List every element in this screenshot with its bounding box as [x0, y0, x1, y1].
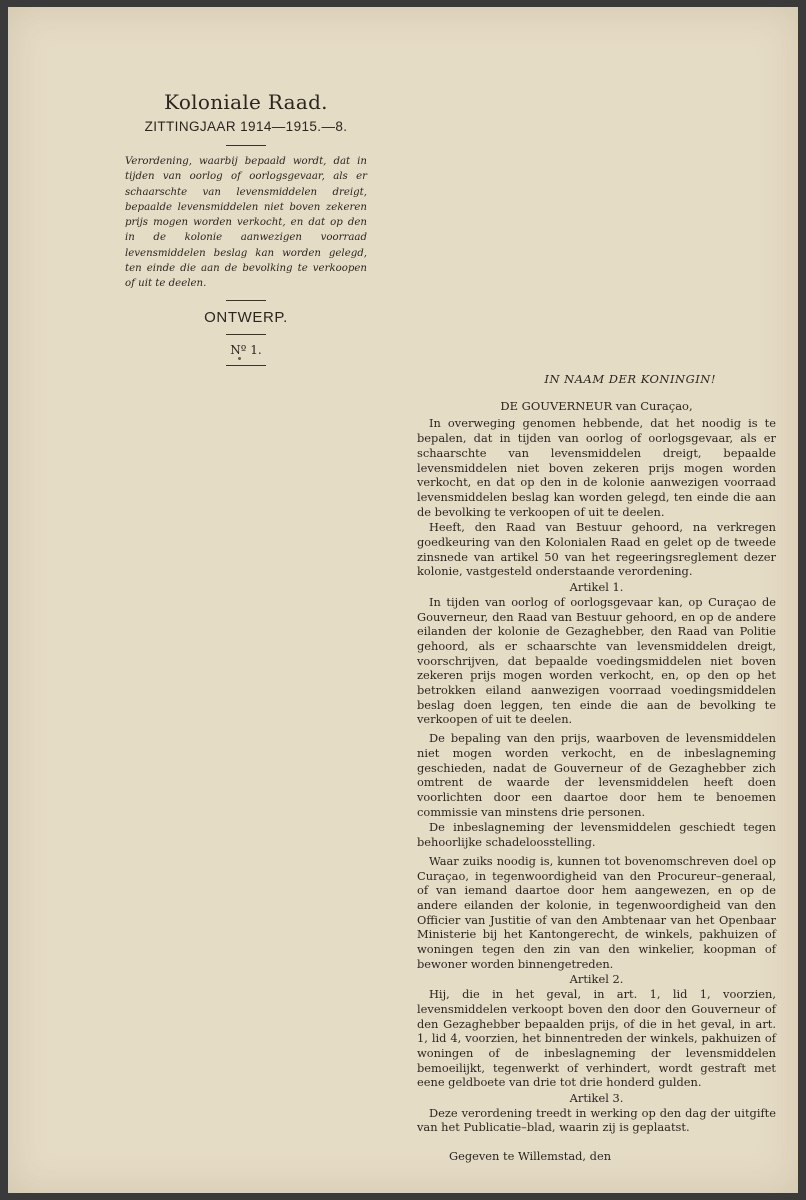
preamble-paragraph: In overweging genomen hebbende, dat het noodig is te bepalen, dat in tijden van oorlog of oorlogsgevaar, als er schaarschte van levensmiddelen dreigt, bepaalde levensmiddelen niet boven zekeren prijs mogen worden verkocht, en dat op den in de kolonie aanwezigen voorraad levensmiddelen beslag kan worden gelegd, ten einde die aan de bevolking te verkoopen of uit te deelen. [417, 416, 776, 519]
number-label: Nº 1. [230, 342, 262, 357]
invocation: IN NAAM DER KONINGIN! [544, 372, 716, 386]
divider [226, 334, 266, 335]
article-paragraph: De inbeslagneming der levensmiddelen geschiedt tegen behoorlijke schadeloosstelling. [417, 820, 776, 850]
article-heading: Artikel 2. [569, 972, 624, 987]
session-year: ZITTINGJAAR 1914—1915.—8. [144, 119, 348, 134]
article-paragraph: De bepaling van den prijs, waarboven de levensmiddelen niet mogen worden verkocht, en de inbeslagneming geschieden, nadat de Gouverneur of de Gezaghebber zich omtrent de waarde der levensmiddelen heeft doen voorlichten door een daartoe door hem te benoemen commissie van minstens drie personen. [417, 731, 776, 819]
divider [226, 365, 266, 366]
ordinance-summary: Verordening, waarbij bepaald wordt, dat in tijden van oorlog of oorlogsgevaar, als er schaarschte van levensmiddelen dreigt, bepaalde levensmiddelen niet boven zekeren prijs mogen worden verkocht, en dat op den in de kolonie aanwezigen voorraad levensmiddelen beslag kan worden gelegd, ten einde die aan de bevolking te verkoopen of uit te deelen. [125, 156, 367, 290]
preamble-paragraph: Heeft, den Raad van Bestuur gehoord, na verkregen goedkeuring van den Kolonialen Raad en gelet op de tweede zinsnede van artikel 50 van het regeeringsreglement dezer kolonie, vastgesteld onderstaande verordening. [417, 520, 776, 579]
governor-line: DE GOUVERNEUR van Curaçao, [500, 398, 693, 413]
ordinance-text [417, 372, 776, 1164]
document-page [8, 7, 798, 1193]
council-title: Koloniale Raad. [164, 90, 328, 114]
article-paragraph: In tijden van oorlog of oorlogsgevaar kan, op Curaçao de Gouverneur, den Raad van Bestuur gehoord, en op de andere eilanden der kolonie de Gezaghebber, den Raad van Politie gehoord, als er schaarschte van levensmiddelen dreigt, voorschrijven, dat bepaalde voedingsmiddelen niet boven zekeren prijs mogen worden verkocht, en, op den op het betrokken eiland aanwezigen voorraad voedingsmiddelen beslag doen leggen, ten einde die aan de bevolking te verkoopen of uit te deelen. [417, 594, 776, 727]
draft-label: ONTWERP. [204, 308, 288, 326]
divider [226, 300, 266, 301]
article-heading: Artikel 3. [569, 1091, 624, 1106]
header-block [121, 89, 371, 374]
divider [226, 145, 266, 146]
article-heading: Artikel 1. [569, 580, 624, 595]
article-paragraph: Hij, die in het geval, in art. 1, lid 1, voorzien, levensmiddelen verkoopt boven den door den Gouverneur of den Gezaghebber bepaalden prijs, of die in het geval, in art. 1, lid 4, voorzien, het binnentreden der winkels, pakhuizen of woningen of de inbeslagneming der levensmiddelen bemoeilijkt, tegenwerkt of verhindert, wordt gestraft met eene geldboete van drie tot drie honderd gulden. [417, 987, 776, 1090]
given-at-line: Gegeven te Willemstad, den [449, 1149, 612, 1164]
article-paragraph: Deze verordening treedt in werking op den dag der uitgifte van het Publicatie–blad, waarin zij is geplaatst. [417, 1105, 776, 1135]
article-paragraph: Waar zuiks noodig is, kunnen tot bovenomschreven doel op Curaçao, in tegenwoordigheid van den Procureur–generaal, of van iemand daartoe door hem aangewezen, en op de andere eilanden der kolonie, in tegenwoordigheid van den Officier van Justitie of van den Ambtenaar van het Openbaar Ministerie bij het Kantongerecht, de winkels, pakhuizen of woningen tegen den zin van den winkelier, koopman of bewoner worden binnengetreden. [417, 853, 776, 971]
paper-speck [238, 357, 241, 360]
